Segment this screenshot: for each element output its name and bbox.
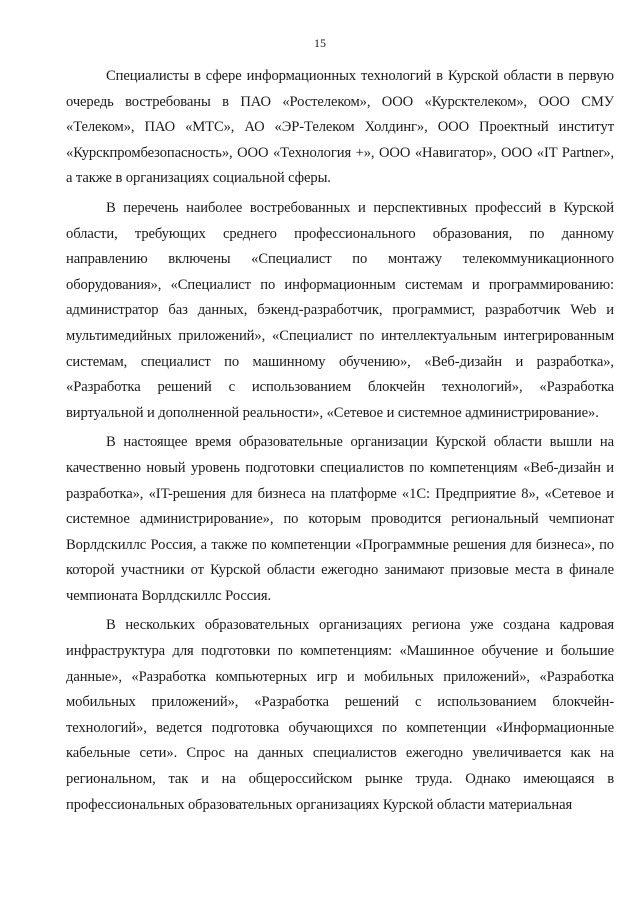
document-body	[66, 64, 614, 822]
page-number: 15	[314, 36, 326, 50]
paragraph-demanded-professions: В перечень наиболее востребованных и перспективных профессий в Курской области, требующих среднего профессионального образования, по данному направлению включены «Специалист по монтажу телекоммуникационного оборудования», «Специалист по информационным системам и программированию: администратор баз данных, бэкенд-разработчик, программист, разработчик Web и мультимедийных приложений», «Специалист по интеллектуальным интегрированным системам, специалист по машинному обучению», «Веб-дизайн и разработка», «Разработка решений с использованием блокчейн технологий», «Разработка виртуальной и дополненной реальности», «Сетевое и системное администрирование».	[66, 199, 614, 421]
paragraph-it-employers: Специалисты в сфере информационных технологий в Курской области в первую очередь востребованы в ПАО «Ростелеком», ООО «Курсктелеком», ООО СМУ «Телеком», ПАО «МТС», АО «ЭР-Телеком Холдинг», ООО Проектный институт «Курскпромбезопасность», ООО «Технология +», ООО «Навигатор», ООО «IT Partner», а также в организациях социальной сферы.	[66, 68, 614, 187]
paragraph-worldskills-competencies: В настоящее время образовательные организации Курской области вышли на качественно новый уровень подготовки специалистов по компетенциям «Веб-дизайн и разработка», «IT-решения для бизнеса на платформе «1С: Предприятие 8», «Сетевое и системное администрирование», по которым проводится региональный чемпионат Ворлдскиллс Россия, а также по компетенции «Программные решения для бизнеса», по которой участники от Курской области ежегодно занимают призовые места в финале чемпионата Ворлдскиллс Россия.	[66, 434, 614, 604]
paragraph-staff-infrastructure: В нескольких образовательных организациях региона уже создана кадровая инфраструктура для подготовки по компетенциям: «Машинное обучение и большие данные», «Разработка компьютерных игр и мобильных приложений», «Разработка мобильных приложений», «Разработка решений с использованием блокчейн-технологий», ведется подготовка обучающихся по компетенции «Информационные кабельные сети». Спрос на данных специалистов ежегодно увеличивается как на региональном, так и на общероссийском рынке труда. Однако имеющаяся в профессиональных образовательных организациях Курской области материальная	[66, 617, 614, 813]
